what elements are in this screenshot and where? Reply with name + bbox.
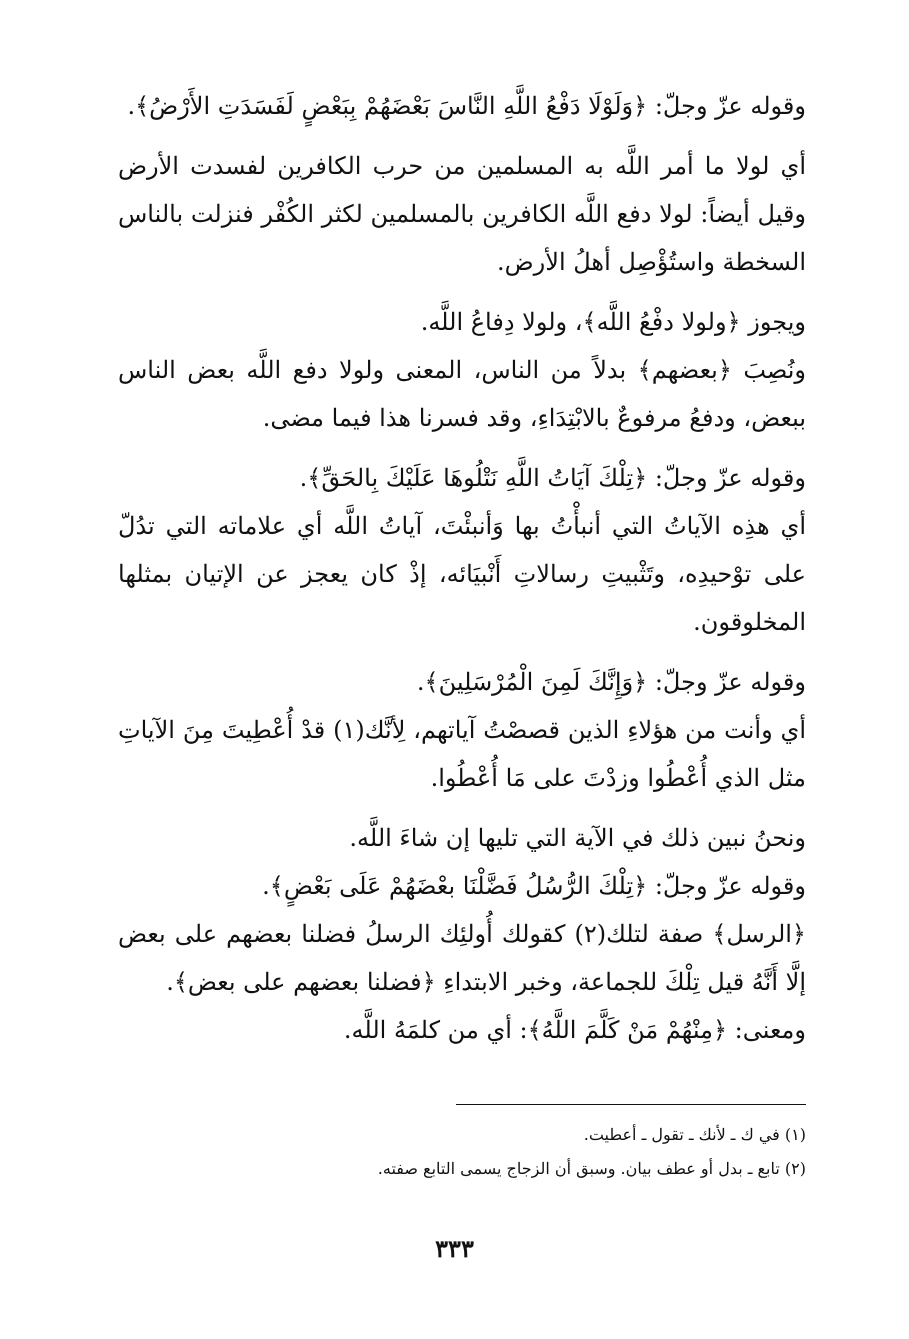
page-number: ٣٣٣ [435,1234,474,1263]
main-text [118,82,806,1054]
paragraph: وقوله عزّ وجلّ: ﴿وَإِنَّكَ لَمِنَ الْمُرْسَلِينَ﴾. [416,668,806,696]
paragraph: ونحنُ نبين ذلك في الآية التي تليها إن شاءَ اللَّه. [349,824,806,852]
paragraph: وقوله عزّ وجلّ: ﴿تِلْكَ الرُّسُلُ فَضَّلْنَا بعْضَهُمْ عَلَى بَعْضٍ﴾. [262,872,806,900]
paragraph: أي هذِه الآياتُ التي أنبأْتُ بها وَأنبئْتَ، آياتُ اللَّه أي علاماته التي تدُلّ على توْحيدِه، وتَثْبيتِ رسالاتِ أَنْبيَائه، إذْ كان يعجز عن الإتيان بمثلها المخلوقون. [118,512,806,636]
paragraph: ويجوز ﴿ولولا دفْعُ اللَّه﴾، ولولا دِفاعُ اللَّه. [420,308,806,336]
footnotes [118,1118,806,1186]
paragraph: ونُصِبَ ﴿بعضهم﴾ بدلاً من الناس، المعنى ولولا دفع اللَّه بعض الناس ببعض، ودفعُ مرفوعٌ بالابْتِدَاءِ، وقد فسرنا هذا فيما مضى. [118,356,806,432]
paragraph: ومعنى: ﴿مِنْهُمْ مَنْ كَلَّمَ اللَّهُ﴾: أي من كلمَهُ اللَّه. [343,1016,806,1044]
footnote: (٢) تابع ـ بدل أو عطف بيان. وسبق أن الزجاج يسمى التابع صفته. [377,1159,806,1178]
paragraph: أي لولا ما أمر اللَّه به المسلمين من حرب الكافرين لفسدت الأرض وقيل أيضاً: لولا دفع اللَّه الكافرين بالمسلمين لكثر الكُفْر فنزلت بالناس السخطة واستُؤْصِل أهلُ الأرض. [118,152,806,276]
paragraph: وقوله عزّ وجلّ: ﴿تِلْكَ آيَاتُ اللَّهِ نَتْلُوهَا عَلَيْكَ بِالحَقِّ﴾. [299,464,806,492]
footnote: (١) في ك ـ لأنك ـ تقول ـ أعطيت. [583,1125,806,1144]
paragraph: أي وأنت من هؤلاءِ الذين قصصْتُ آياتهم، لِأنَّك(١) قدْ أُعْطِيتَ مِنَ الآياتِ مثل الذي أُعْطُوا وزدْتَ على مَا أُعْطُوا. [118,716,807,792]
paragraph: ﴿الرسل﴾ صفة لتلك(٢) كقولك أُولئِك الرسلُ فضلنا بعضهم على بعض إلَّا أَنَّهُ قيل تِلْكَ للجماعة، وخبر الابتداءِ ﴿فضلنا بعضهم على بعض﴾. [118,920,806,996]
footnote-divider [456,1104,806,1105]
paragraph: وقوله عزّ وجلّ: ﴿وَلَوْلَا دَفْعُ اللَّهِ النَّاسَ بَعْضَهُمْ بِبَعْضٍ لَفَسَدَتِ الأَرْضُ﴾. [127,92,806,120]
